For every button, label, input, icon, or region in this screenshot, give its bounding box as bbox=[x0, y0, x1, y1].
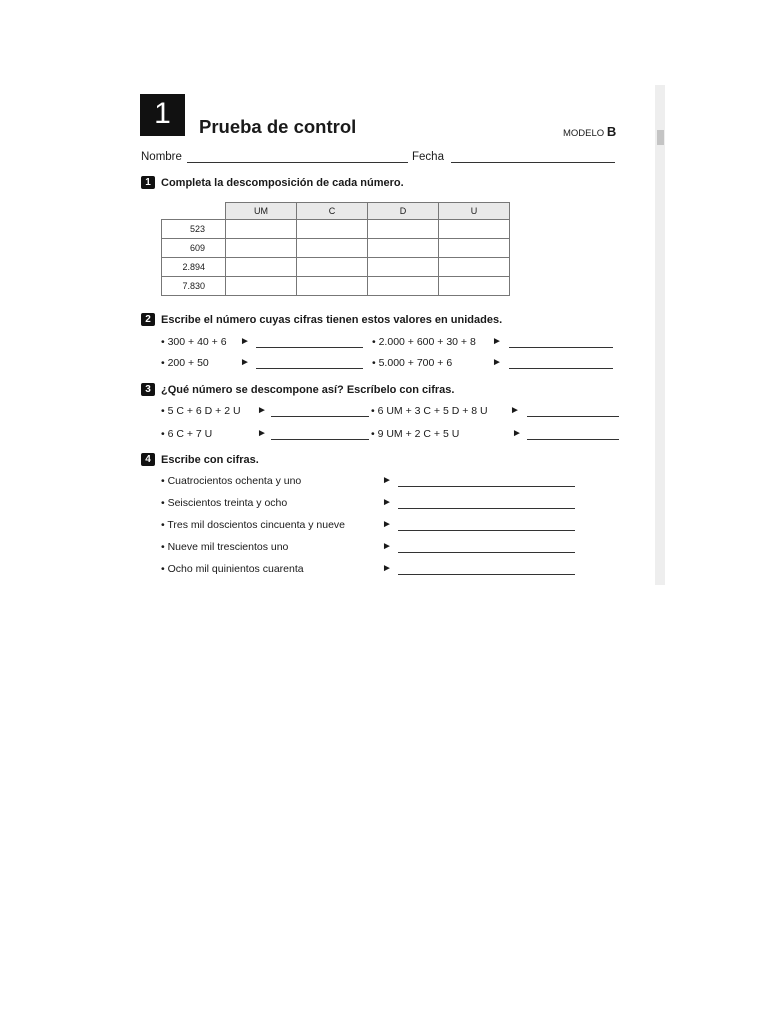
answer-line[interactable] bbox=[398, 574, 575, 575]
arrow-icon: ► bbox=[382, 497, 392, 508]
row-number: 2.894 bbox=[162, 258, 226, 277]
decomposition-table bbox=[161, 202, 510, 296]
answer-line[interactable] bbox=[398, 530, 575, 531]
answer-cell[interactable] bbox=[226, 277, 297, 296]
question-1-badge: 1 bbox=[141, 176, 155, 189]
unit-number-box bbox=[140, 94, 185, 136]
modelo-label bbox=[563, 124, 616, 139]
column-header: C bbox=[297, 203, 368, 220]
answer-cell[interactable] bbox=[297, 220, 368, 239]
row-number: 523 bbox=[162, 220, 226, 239]
answer-cell[interactable] bbox=[368, 239, 439, 258]
q4-item: • Nueve mil trescientos uno bbox=[161, 541, 289, 553]
answer-cell[interactable] bbox=[439, 258, 510, 277]
question-4-text: Escribe con cifras. bbox=[161, 454, 259, 466]
answer-line[interactable] bbox=[398, 552, 575, 553]
q4-item: • Seiscientos treinta y ocho bbox=[161, 497, 288, 509]
unit-number: 1 bbox=[154, 97, 171, 130]
arrow-icon: ► bbox=[492, 336, 502, 347]
arrow-icon: ► bbox=[492, 357, 502, 368]
answer-cell[interactable] bbox=[439, 220, 510, 239]
answer-cell[interactable] bbox=[439, 239, 510, 258]
answer-line[interactable] bbox=[509, 368, 613, 369]
modelo-text: MODELO bbox=[563, 128, 605, 139]
table-corner bbox=[162, 203, 226, 220]
answer-line[interactable] bbox=[398, 486, 575, 487]
q4-item: • Tres mil doscientos cincuenta y nueve bbox=[161, 519, 346, 531]
answer-cell[interactable] bbox=[297, 277, 368, 296]
arrow-icon: ► bbox=[240, 357, 250, 368]
table-row bbox=[162, 277, 510, 296]
answer-cell[interactable] bbox=[368, 277, 439, 296]
q3-item: • 6 UM + 3 C + 5 D + 8 U bbox=[371, 405, 488, 417]
arrow-icon: ► bbox=[240, 336, 250, 347]
arrow-icon: ► bbox=[510, 405, 520, 416]
question-3-text: ¿Qué número se descompone así? Escríbelo con cifras. bbox=[161, 384, 455, 396]
question-4-badge: 4 bbox=[141, 453, 155, 466]
modelo-letter: B bbox=[606, 124, 617, 139]
table-header-row bbox=[162, 203, 510, 220]
table-row bbox=[162, 220, 510, 239]
answer-cell[interactable] bbox=[439, 277, 510, 296]
answer-line[interactable] bbox=[271, 416, 369, 417]
q2-item: • 300 + 40 + 6 bbox=[161, 336, 227, 348]
column-header: UM bbox=[226, 203, 297, 220]
answer-line[interactable] bbox=[527, 416, 619, 417]
answer-line[interactable] bbox=[256, 347, 363, 348]
arrow-icon: ► bbox=[382, 563, 392, 574]
answer-cell[interactable] bbox=[297, 258, 368, 277]
row-number: 609 bbox=[162, 239, 226, 258]
answer-cell[interactable] bbox=[226, 239, 297, 258]
fecha-label: Fecha bbox=[412, 151, 444, 163]
q4-item: • Cuatrocientos ochenta y uno bbox=[161, 475, 302, 487]
answer-line[interactable] bbox=[527, 439, 619, 440]
arrow-icon: ► bbox=[257, 405, 267, 416]
q4-item: • Ocho mil quinientos cuarenta bbox=[161, 563, 304, 575]
answer-cell[interactable] bbox=[297, 239, 368, 258]
column-header: D bbox=[368, 203, 439, 220]
column-header: U bbox=[439, 203, 510, 220]
question-2-text: Escribe el número cuyas cifras tienen estos valores en unidades. bbox=[161, 314, 503, 326]
question-1-text: Completa la descomposición de cada número. bbox=[161, 177, 404, 189]
nombre-field[interactable] bbox=[187, 162, 408, 163]
arrow-icon: ► bbox=[382, 475, 392, 486]
arrow-icon: ► bbox=[382, 519, 392, 530]
scrollbar-thumb[interactable] bbox=[657, 130, 664, 145]
page-title: Prueba de control bbox=[199, 116, 357, 137]
answer-cell[interactable] bbox=[226, 220, 297, 239]
question-3-badge: 3 bbox=[141, 383, 155, 396]
answer-line[interactable] bbox=[256, 368, 363, 369]
question-2-badge: 2 bbox=[141, 313, 155, 326]
fecha-field[interactable] bbox=[451, 162, 615, 163]
q2-item: • 200 + 50 bbox=[161, 357, 209, 369]
q2-item: • 5.000 + 700 + 6 bbox=[372, 357, 453, 369]
table-row bbox=[162, 258, 510, 277]
vertical-scrollbar[interactable] bbox=[655, 85, 665, 585]
q3-item: • 9 UM + 2 C + 5 U bbox=[371, 428, 460, 440]
row-number: 7.830 bbox=[162, 277, 226, 296]
q2-item: • 2.000 + 600 + 30 + 8 bbox=[372, 336, 476, 348]
table-row bbox=[162, 239, 510, 258]
nombre-label: Nombre bbox=[141, 151, 182, 163]
answer-cell[interactable] bbox=[368, 258, 439, 277]
arrow-icon: ► bbox=[257, 428, 267, 439]
arrow-icon: ► bbox=[382, 541, 392, 552]
answer-line[interactable] bbox=[271, 439, 369, 440]
answer-line[interactable] bbox=[398, 508, 575, 509]
q3-item: • 6 C + 7 U bbox=[161, 428, 213, 440]
arrow-icon: ► bbox=[512, 428, 522, 439]
q3-item: • 5 C + 6 D + 2 U bbox=[161, 405, 241, 417]
answer-cell[interactable] bbox=[368, 220, 439, 239]
answer-line[interactable] bbox=[509, 347, 613, 348]
answer-cell[interactable] bbox=[226, 258, 297, 277]
